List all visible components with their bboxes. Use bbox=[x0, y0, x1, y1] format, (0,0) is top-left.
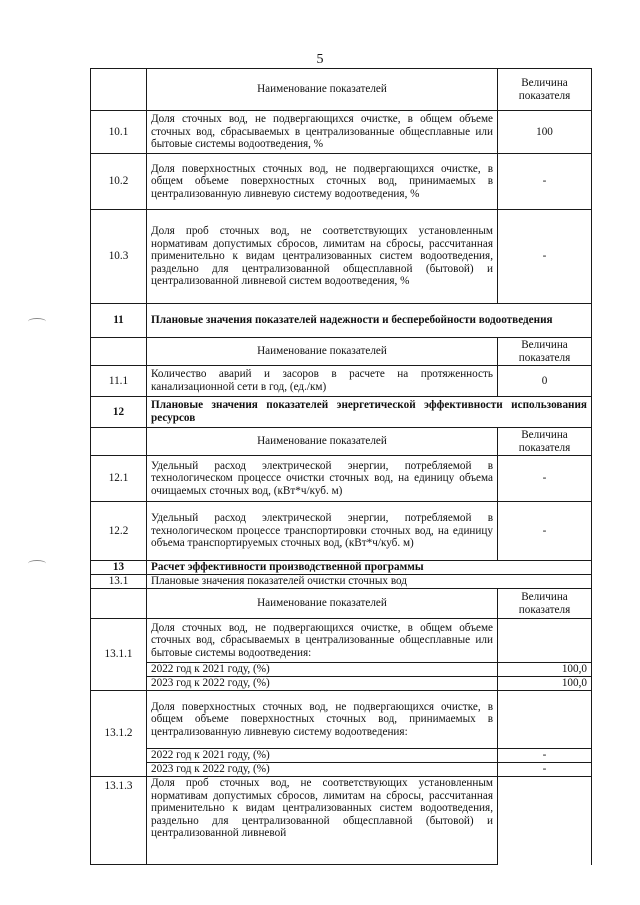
row-value bbox=[498, 619, 592, 663]
row-value: - bbox=[498, 210, 592, 304]
subrow-value: 100,0 bbox=[498, 663, 592, 677]
row-number: 10.1 bbox=[91, 111, 147, 154]
table-header-row bbox=[91, 338, 592, 366]
table-row bbox=[91, 366, 592, 397]
row-description: Доля проб сточных вод, не соответствующих установленным нормативам допустимых сбросов, лимитам на сбросы, рассчитанная применительно к видам централизованных систем водоотведения, раздельно для централизованной общесплавной (бытовой) и централизованной ливневой bbox=[147, 777, 498, 865]
header-num-cell bbox=[91, 589, 147, 619]
subrow-value: - bbox=[498, 749, 592, 763]
section-number: 12 bbox=[91, 397, 147, 428]
header-value-cell: Величина показателя bbox=[498, 589, 592, 619]
section-row bbox=[91, 397, 592, 428]
row-number: 11.1 bbox=[91, 366, 147, 397]
page-number: 5 bbox=[316, 52, 324, 67]
margin-mark bbox=[28, 560, 46, 567]
header-name-cell: Наименование показателей bbox=[147, 69, 498, 111]
table-row bbox=[91, 154, 592, 210]
subrow-label: 2022 год к 2021 году, (%) bbox=[147, 663, 498, 677]
subrow-label: 2023 год к 2022 году, (%) bbox=[147, 677, 498, 691]
header-name-cell: Наименование показателей bbox=[147, 338, 498, 366]
row-number: 12.1 bbox=[91, 456, 147, 502]
section-row bbox=[91, 561, 592, 575]
row-description: Доля сточных вод, не подвергающихся очистке, в общем объеме сточных вод, сбрасываемых в централизованные общесплавные или бытовые системы водоотведения, % bbox=[147, 111, 498, 154]
table-row bbox=[91, 502, 592, 561]
row-number: 10.2 bbox=[91, 154, 147, 210]
header-num-cell bbox=[91, 428, 147, 456]
table-row bbox=[91, 210, 592, 304]
table-subrow bbox=[91, 749, 592, 763]
header-num-cell bbox=[91, 69, 147, 111]
table-row bbox=[91, 691, 592, 749]
header-num-cell bbox=[91, 338, 147, 366]
row-number: 12.2 bbox=[91, 502, 147, 561]
header-value-cell: Величина показателя bbox=[498, 338, 592, 366]
table-row bbox=[91, 575, 592, 589]
section-row bbox=[91, 304, 592, 338]
row-value: 100 bbox=[498, 111, 592, 154]
section-title: Расчет эффективности производственной программы bbox=[147, 561, 592, 575]
table-row bbox=[91, 111, 592, 154]
row-description: Доля поверхностных сточных вод, не подвергающихся очистке, в общем объеме поверхностных сточных вод, принимаемых в централизованную ливневую систему водоотведения: bbox=[147, 691, 498, 749]
subrow-value: 100,0 bbox=[498, 677, 592, 691]
table-row bbox=[91, 456, 592, 502]
table-subrow bbox=[91, 763, 592, 777]
table-subrow bbox=[91, 677, 592, 691]
margin-mark bbox=[28, 318, 46, 325]
subrow-label: 2023 год к 2022 году, (%) bbox=[147, 763, 498, 777]
table-row bbox=[91, 777, 592, 865]
section-number: 11 bbox=[91, 304, 147, 338]
table-header-row bbox=[91, 428, 592, 456]
row-description: Удельный расход электрической энергии, потребляемой в технологическом процессе очистки сточных вод, на единицу объема очищаемых сточных вод, (кВт*ч/куб. м) bbox=[147, 456, 498, 502]
row-description: Доля проб сточных вод, не соответствующих установленным нормативам допустимых сбросов, лимитам на сбросы, рассчитанная применительно к видам централизованных систем водоотведения, раздельно для централизованной общесплавной (бытовой) и централизованной ливневой систем водоотведения, % bbox=[147, 210, 498, 304]
row-number: 10.3 bbox=[91, 210, 147, 304]
section-title: Плановые значения показателей энергетической эффективности использования ресурсов bbox=[147, 397, 592, 428]
row-number: 13.1.1 bbox=[91, 619, 147, 691]
row-description: Удельный расход электрической энергии, потребляемой в технологическом процессе транспортировки сточных вод, на единицу объема транспортируемых сточных вод, (кВт*ч/куб. м) bbox=[147, 502, 498, 561]
row-value: 0 bbox=[498, 366, 592, 397]
row-value: - bbox=[498, 502, 592, 561]
table-row bbox=[91, 619, 592, 663]
header-name-cell: Наименование показателей bbox=[147, 589, 498, 619]
header-name-cell: Наименование показателей bbox=[147, 428, 498, 456]
row-value: - bbox=[498, 154, 592, 210]
section-number: 13 bbox=[91, 561, 147, 575]
row-description: Доля сточных вод, не подвергающихся очистке, в общем объеме сточных вод, сбрасываемых в централизованные общесплавные или бытовые системы водоотведения: bbox=[147, 619, 498, 663]
section-title: Плановые значения показателей надежности и бесперебойности водоотведения bbox=[147, 304, 592, 338]
table-subrow bbox=[91, 663, 592, 677]
header-value-cell: Величина показателя bbox=[498, 69, 592, 111]
table-header-row bbox=[91, 589, 592, 619]
row-value bbox=[498, 777, 592, 865]
row-number: 13.1 bbox=[91, 575, 147, 589]
indicators-table bbox=[90, 68, 592, 865]
subrow-label: 2022 год к 2021 году, (%) bbox=[147, 749, 498, 763]
header-value-cell: Величина показателя bbox=[498, 428, 592, 456]
row-number: 13.1.3 bbox=[91, 777, 147, 865]
row-description: Плановые значения показателей очистки сточных вод bbox=[147, 575, 592, 589]
row-number: 13.1.2 bbox=[91, 691, 147, 777]
subrow-value: - bbox=[498, 763, 592, 777]
row-description: Количество аварий и засоров в расчете на протяженность канализационной сети в год, (ед./км) bbox=[147, 366, 498, 397]
row-value bbox=[498, 691, 592, 749]
row-value: - bbox=[498, 456, 592, 502]
table-header-row bbox=[91, 69, 592, 111]
row-description: Доля поверхностных сточных вод, не подвергающихся очистке, в общем объеме поверхностных сточных вод, принимаемых в централизованную ливневую систему водоотведения, % bbox=[147, 154, 498, 210]
